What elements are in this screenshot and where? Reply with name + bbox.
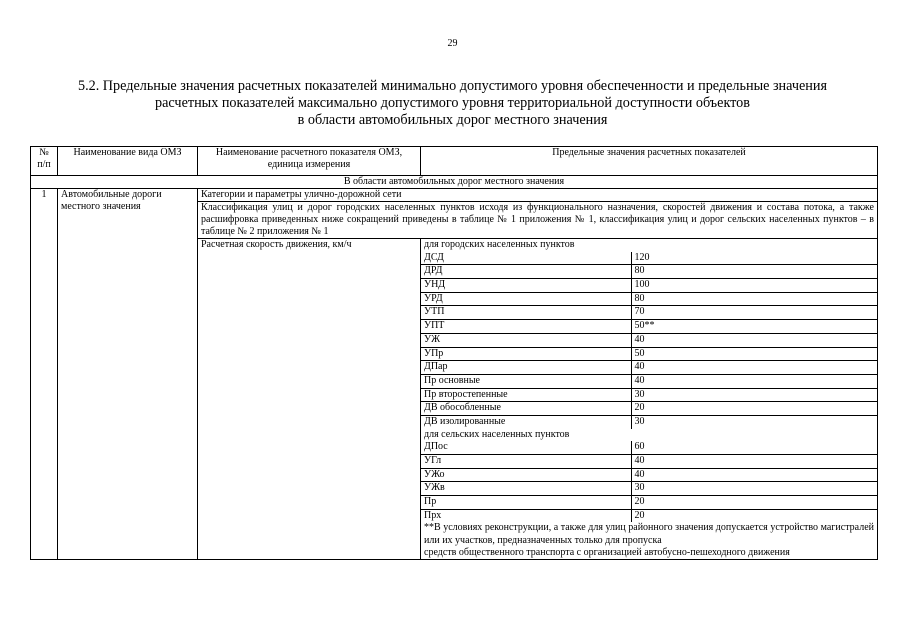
urban-speed-rows	[421, 252, 877, 429]
section-title	[40, 78, 865, 129]
speed-row	[421, 292, 877, 306]
footnote	[421, 522, 877, 559]
speed-value: 60	[631, 441, 877, 454]
road-category: УТП	[421, 306, 631, 320]
speed-value: 120	[631, 252, 877, 265]
road-category: ДПос	[421, 441, 631, 454]
header-omz: Наименование вида ОМЗ	[58, 147, 198, 176]
speed-row	[421, 482, 877, 496]
indicators-table	[30, 146, 878, 560]
urban-heading-row	[421, 239, 877, 252]
footnote-last-line: средств общественного транспорта с организацией автобусно-пешеходного движения	[424, 547, 790, 559]
speed-values-table	[421, 239, 877, 559]
road-category: УЖо	[421, 468, 631, 482]
road-category: УНД	[421, 279, 631, 293]
speed-row	[421, 415, 877, 428]
section-heading: В области автомобильных дорог местного значения	[31, 176, 878, 189]
road-category: Пр второстепенные	[421, 388, 631, 402]
road-category: ДВ обособленные	[421, 402, 631, 416]
speed-value: 40	[631, 374, 877, 388]
footnote-text: **В условиях реконструкции, а также для улиц районного значения допускается устройство магистралей или их участков, предназначенных только для пропуска	[424, 522, 874, 546]
rural-heading-row	[421, 429, 877, 442]
note-row	[421, 522, 877, 559]
speed-value: 40	[631, 468, 877, 482]
header-limits: Предельные значения расчетных показателей	[421, 147, 878, 176]
omz-name: Автомобильные дороги местного значения	[58, 189, 198, 560]
speed-value: 40	[631, 333, 877, 347]
speed-row	[421, 333, 877, 347]
speed-row	[421, 347, 877, 361]
road-category: Прх	[421, 509, 631, 522]
speed-row	[421, 265, 877, 279]
speed-row	[421, 306, 877, 320]
rural-speed-rows	[421, 441, 877, 522]
speed-value: 30	[631, 482, 877, 496]
section-row	[31, 176, 878, 189]
speed-value: 80	[631, 292, 877, 306]
speed-value: 50**	[631, 320, 877, 334]
road-category: УГл	[421, 455, 631, 469]
urban-heading: для городских населенных пунктов	[424, 239, 575, 250]
speed-row	[421, 402, 877, 416]
road-category: УРД	[421, 292, 631, 306]
header-indicator: Наименование расчетного показателя ОМЗ, единица измерения	[198, 147, 421, 176]
speed-value: 40	[631, 455, 877, 469]
road-category: Пр	[421, 496, 631, 510]
speed-value: 70	[631, 306, 877, 320]
classification-text: Классификация улиц и дорог городских населенных пунктов исходя из функционального назначения, скоростей движения и состава потока, а также расшифровка приведенных ниже сокращений приведены в таблице № 1 приложения № 1, классификация улиц и дорог сельских населенных пунктов – в таблице № 2 приложения № 1	[198, 202, 878, 239]
speed-value: 30	[631, 388, 877, 402]
speed-row	[421, 361, 877, 375]
speed-row	[421, 509, 877, 522]
road-category: УЖ	[421, 333, 631, 347]
speed-label: Расчетная скорость движения, км/ч	[198, 239, 421, 560]
road-category: УЖв	[421, 482, 631, 496]
speed-values-cell	[421, 239, 878, 560]
category-heading: Категории и параметры улично-дорожной сети	[198, 189, 878, 202]
speed-value: 20	[631, 496, 877, 510]
speed-row	[421, 468, 877, 482]
road-category: УПр	[421, 347, 631, 361]
header-num: № п/п	[31, 147, 58, 176]
speed-row	[421, 320, 877, 334]
speed-value: 30	[631, 415, 877, 428]
road-category: ДПар	[421, 361, 631, 375]
title-line-2: расчетных показателей максимально допустимого уровня территориальной доступности объектов	[155, 95, 750, 111]
speed-row	[421, 496, 877, 510]
header-row	[31, 147, 878, 176]
speed-row	[421, 374, 877, 388]
title-line-3: в области автомобильных дорог местного значения	[297, 112, 608, 128]
road-category: УПТ	[421, 320, 631, 334]
speed-value: 80	[631, 265, 877, 279]
speed-value: 20	[631, 402, 877, 416]
rural-heading: для сельских населенных пунктов	[424, 428, 570, 440]
speed-value: 20	[631, 509, 877, 522]
page-number: 29	[447, 38, 458, 49]
road-category: ДСД	[421, 252, 631, 265]
speed-row	[421, 455, 877, 469]
road-category: ДВ изолированные	[421, 415, 631, 428]
speed-value: 40	[631, 361, 877, 375]
road-category: ДРД	[421, 265, 631, 279]
row-number: 1	[31, 189, 58, 560]
speed-row	[421, 279, 877, 293]
row-category	[31, 189, 878, 202]
speed-row	[421, 388, 877, 402]
title-line-1: 5.2. Предельные значения расчетных показателей минимально допустимого уровня обеспеченности и предельные значения	[77, 78, 828, 94]
speed-row	[421, 252, 877, 265]
speed-row	[421, 441, 877, 454]
speed-value: 50	[631, 347, 877, 361]
speed-value: 100	[631, 279, 877, 293]
road-category: Пр основные	[421, 374, 631, 388]
